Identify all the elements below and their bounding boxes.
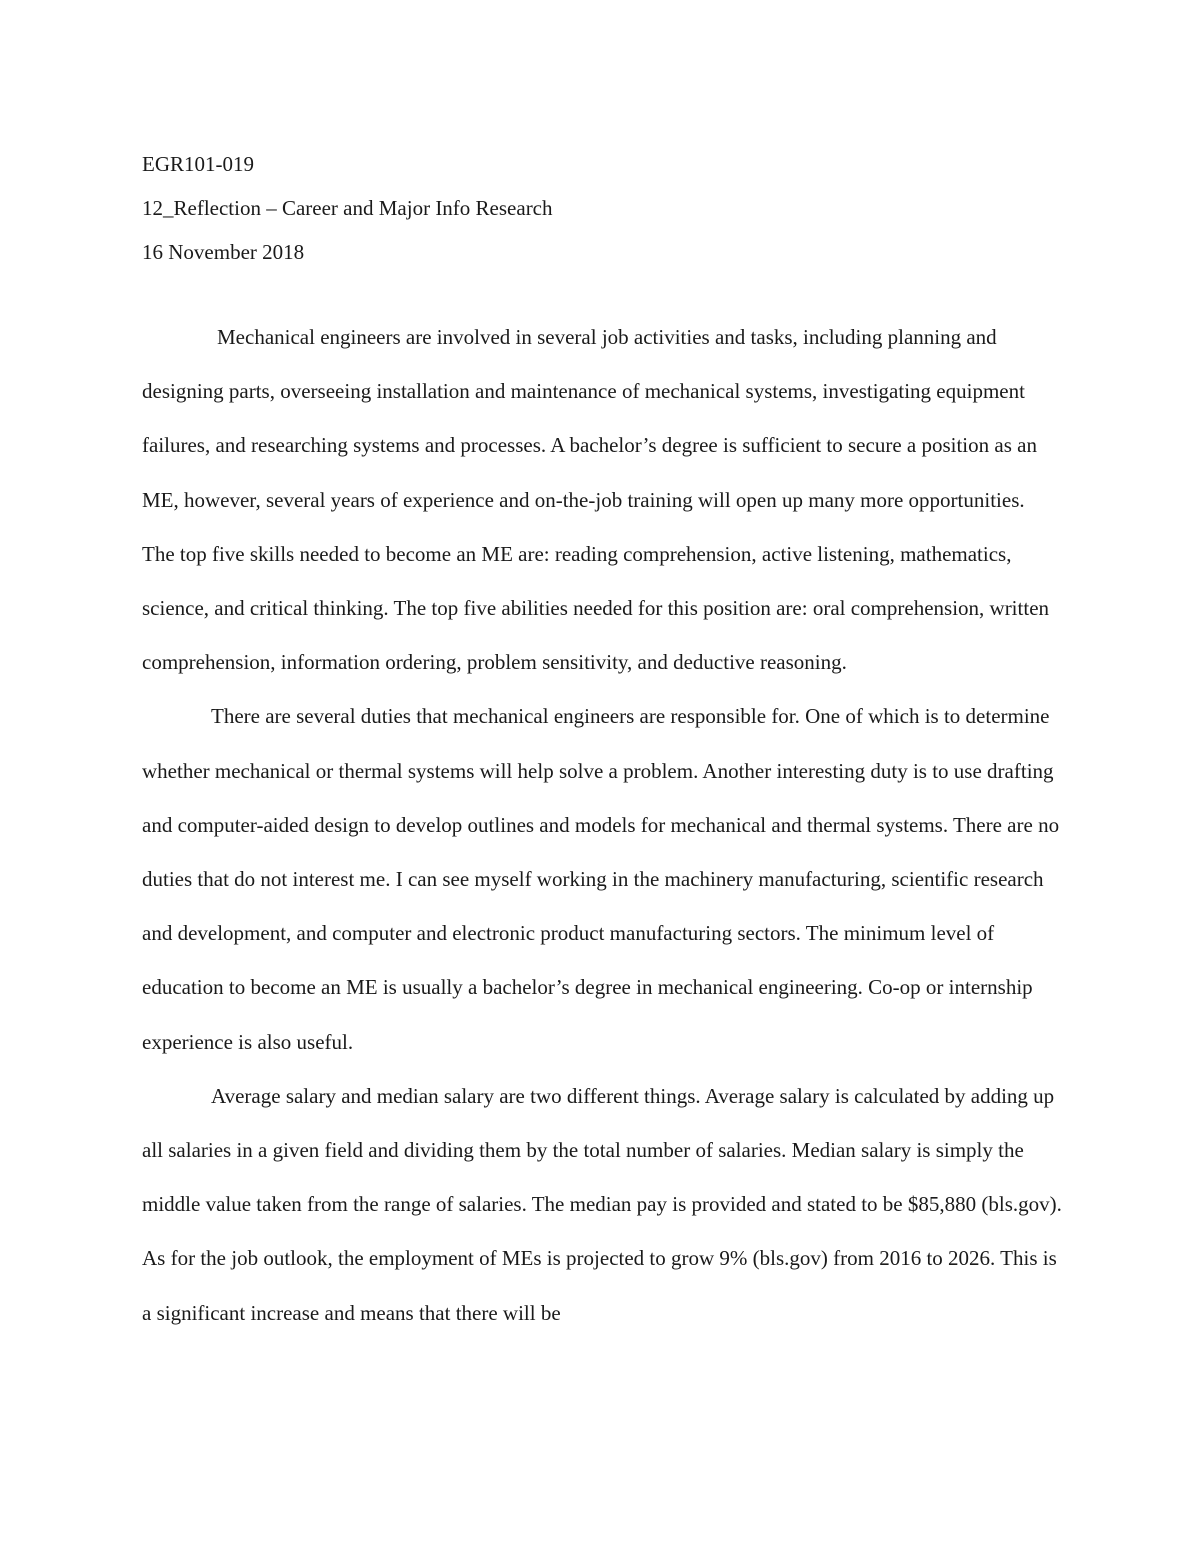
document-body: [142, 310, 1062, 1340]
document-date: 16 November 2018: [142, 240, 305, 264]
paragraph-job-activities: Mechanical engineers are involved in several job activities and tasks, including planning and designing parts, overseeing installation and maintenance of mechanical systems, investigating equipment failures, and researching systems and processes. A bachelor’s degree is sufficient to secure a position as an ME, however, several years of experience and on-the-job training will open up many more opportunities. The top five skills needed to become an ME are: reading comprehension, active listening, mathematics, science, and critical thinking. The top five abilities needed for this position are: oral comprehension, written comprehension, information ordering, problem sensitivity, and deductive reasoning.: [142, 325, 1050, 675]
assignment-title: 12_Reflection – Career and Major Info Research: [142, 196, 553, 220]
paragraph-salary: Average salary and median salary are two different things. Average salary is calculated by adding up all salaries in a given field and dividing them by the total number of salaries. Median salary is simply the middle value taken from the range of salaries. The median pay is provided and stated to be $85,880 (bls.gov). As for the job outlook, the employment of MEs is projected to grow 9% (bls.gov) from 2016 to 2026. This is a significant increase and means that there will be: [142, 1083, 1062, 1325]
paragraph-duties: There are several duties that mechanical engineers are responsible for. One of which is to determine whether mechanical or thermal systems will help solve a problem. Another interesting duty is to use drafting and computer-aided design to develop outlines and models for mechanical and thermal systems. There are no duties that do not interest me. I can see myself working in the machinery manufacturing, scientific research and development, and computer and electronic product manufacturing sectors. The minimum level of education to become an ME is usually a bachelor’s degree in mechanical engineering. Co-op or internship experience is also useful.: [142, 704, 1060, 1054]
document-header: [142, 142, 1062, 274]
course-code: EGR101-019: [142, 152, 254, 176]
